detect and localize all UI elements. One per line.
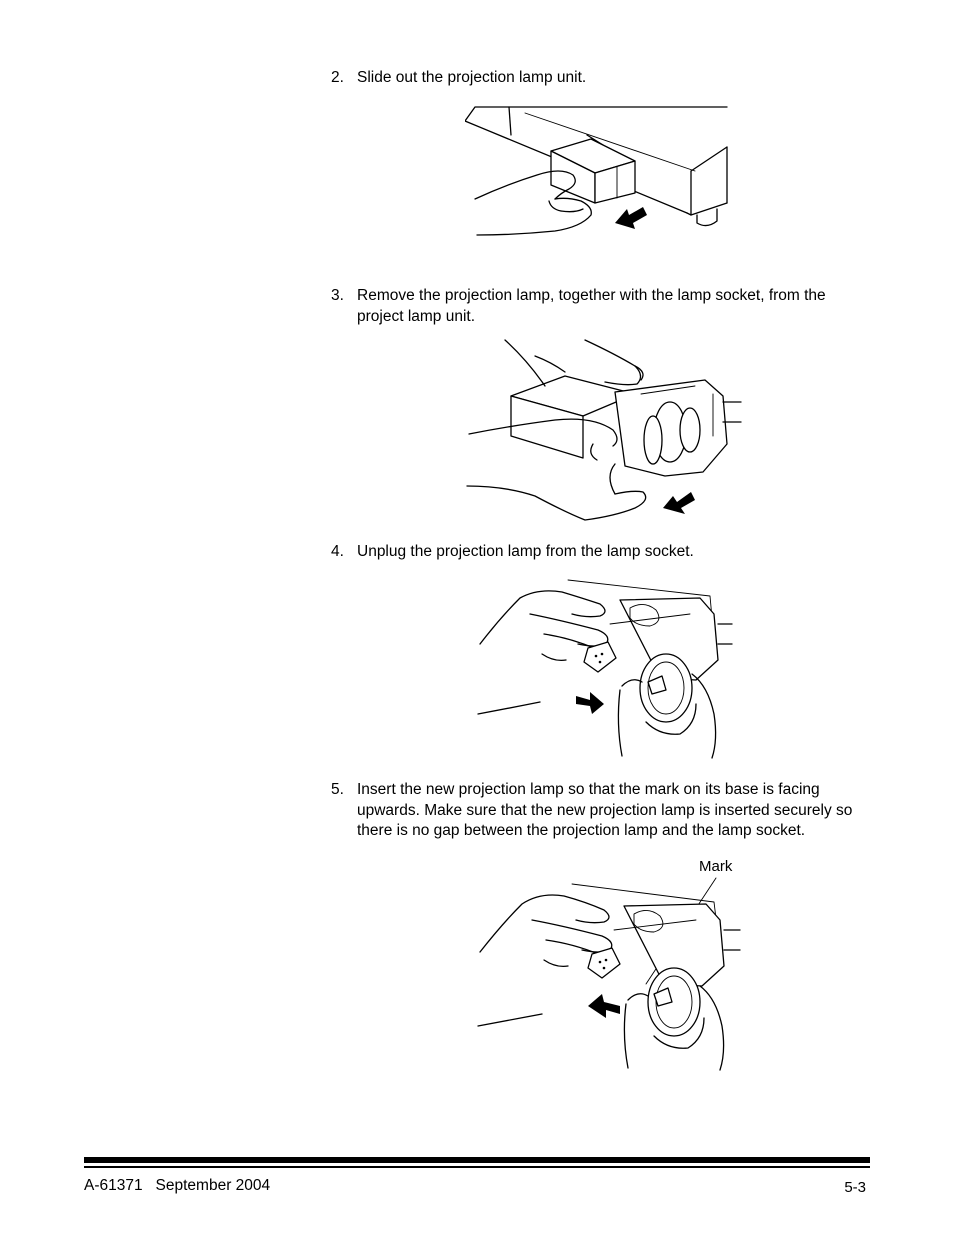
footer-doc-info: [84, 1177, 270, 1195]
mark-label: Mark: [699, 858, 733, 875]
footer-date: September 2004: [155, 1177, 271, 1194]
step-3: [331, 286, 876, 327]
footer-doc-id: A-61371: [84, 1177, 143, 1194]
step-text: Insert the new projection lamp so that the mark on its base is facing upwards. Make sure that the new projection lamp is inserted securely so there is no gap between the projection lamp and the lamp socket.: [357, 781, 853, 839]
step-number: 2.: [331, 69, 344, 86]
footer-rule-thin: [84, 1166, 870, 1168]
step-text: Remove the projection lamp, together with the lamp socket, from the project lamp unit.: [357, 287, 826, 325]
step-number: 3.: [331, 287, 344, 304]
figure-slide-out-lamp-unit: [465, 103, 735, 238]
step-number: 4.: [331, 543, 344, 560]
step-number: 5.: [331, 781, 344, 798]
step-2: [331, 68, 876, 89]
footer-page-number: 5-3: [844, 1179, 866, 1196]
figure-unplug-lamp: [470, 574, 740, 760]
step-text: Slide out the projection lamp unit.: [357, 69, 587, 86]
footer-rule-thick: [84, 1157, 870, 1163]
step-text: Unplug the projection lamp from the lamp socket.: [357, 543, 694, 560]
figure-insert-new-lamp: [470, 876, 745, 1072]
figure-remove-lamp-with-socket: [465, 336, 750, 526]
step-4: [331, 542, 876, 563]
step-5: [331, 780, 876, 842]
